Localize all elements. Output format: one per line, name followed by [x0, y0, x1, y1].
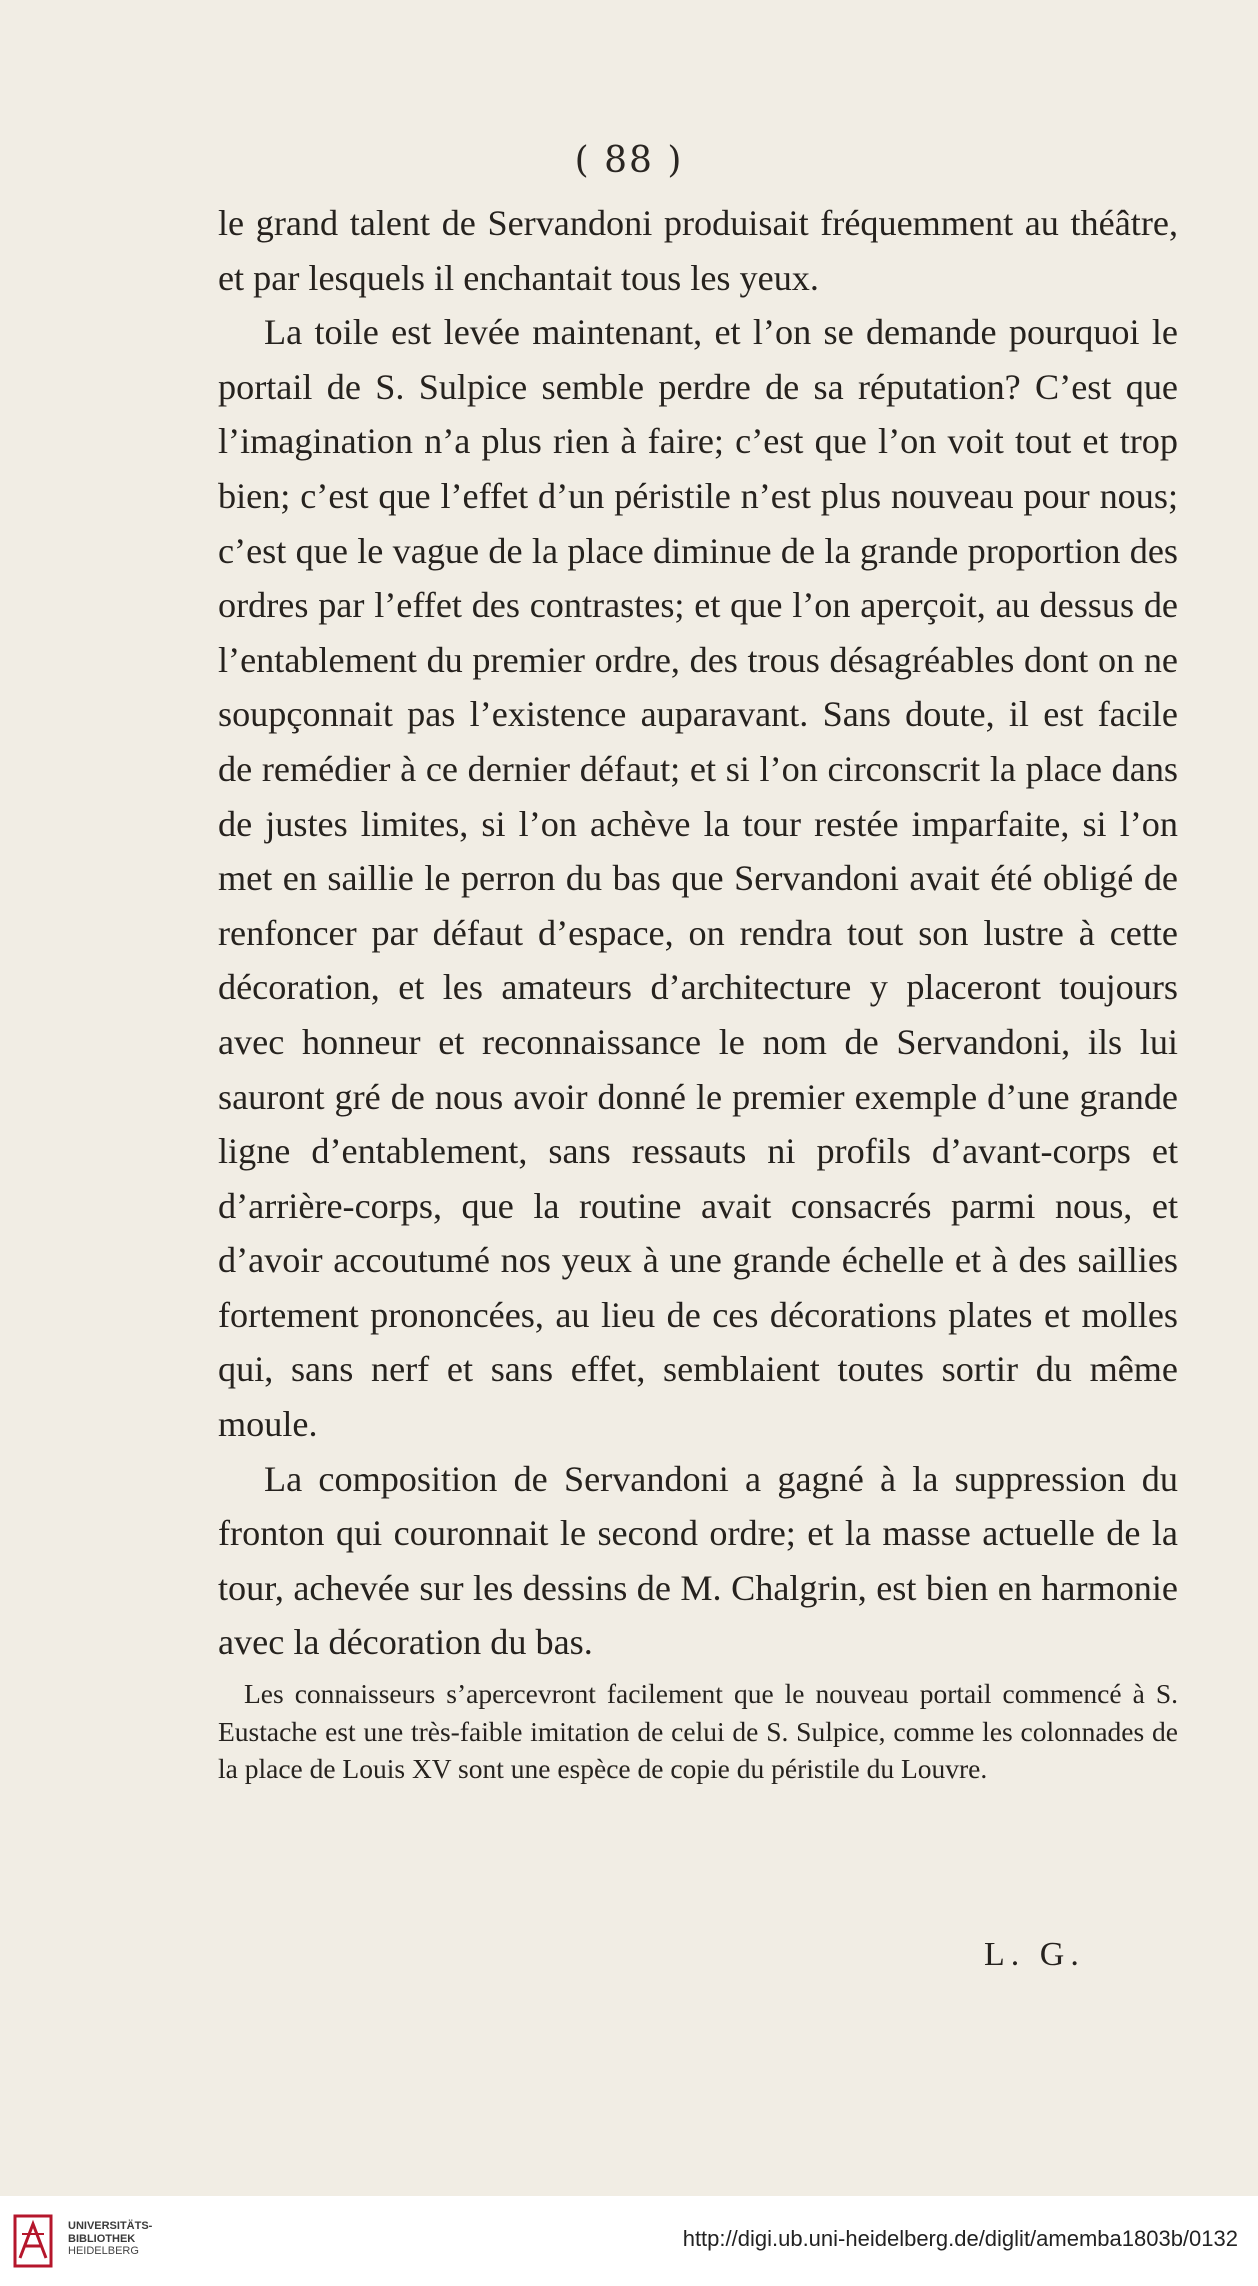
- library-name-line: HEIDELBERG: [68, 2245, 139, 2257]
- university-library-logo-icon: [12, 2210, 54, 2272]
- paragraph-continued: le grand talent de Servandoni produisait fréquemment au théâtre, et par lesquels il enchantait tous les yeux.: [218, 203, 1178, 298]
- library-name-line: BIBLIOTHEK: [68, 2232, 136, 2245]
- library-name-line: UNIVERSITÄTS-: [68, 2220, 153, 2232]
- library-name: [68, 2220, 152, 2258]
- source-url-link[interactable]: http://digi.ub.uni-heidelberg.de/diglit/amemba1803b/0132: [682, 2226, 1238, 2251]
- author-signature: L. G.: [984, 1936, 1085, 1973]
- paragraph: La composition de Servandoni a gagné à la suppression du fronton qui couronnait le second ordre; et la masse actuelle de la tour, achevée sur les dessins de M. Chalgrin, est bien en harmonie avec la décoration du bas.: [218, 1458, 1178, 1663]
- body-text: [218, 196, 1178, 1788]
- footer-bar: [0, 2196, 1258, 2286]
- footnote: Les connaisseurs s’apercevront facilement que le nouveau portail commencé à S. Eustache est une très-faible imitation de celui de S. Sulpice, comme les colonnades de la place de Louis XV sont une espèce de copie du péristile du Louvre.: [218, 1678, 1178, 1785]
- page-number: ( 88 ): [574, 140, 684, 181]
- paragraph: La toile est levée maintenant, et l’on se demande pourquoi le portail de S. Sulpice semble perdre de sa réputation? C’est que l’imagination n’a plus rien à faire; c’est que l’on voit tout et trop bien; c’est que l’effet d’un péristile n’est plus nouveau pour nous; c’est que le vague de la place diminue de la grande proportion des ordres par l’effet des contrastes; et que l’on aperçoit, au dessus de l’entablement du premier ordre, des trous désagréables dont on ne soupçonnait pas l’existence auparavant. Sans doute, il est facile de remédier à ce dernier défaut; et si l’on circonscrit la place dans de justes limites, si l’on achève la tour restée imparfaite, si l’on met en saillie le perron du bas que Servandoni avait été obligé de renfoncer par défaut d’espace, on rendra tout son lustre à cette décoration, et les amateurs d’architecture y placeront toujours avec honneur et reconnaissance le nom de Servandoni, ils lui sauront gré de nous avoir donné le premier exemple d’une grande ligne d’entablement, sans ressauts ni profils d’avant-corps et d’arrière-corps, que la routine avait consacrés parmi nous, et d’avoir accoutumé nos yeux à une grande échelle et à des saillies fortement prononcées, au lieu de ces décorations plates et molles qui, sans nerf et sans effet, semblaient toutes sortir du même moule.: [218, 312, 1178, 1445]
